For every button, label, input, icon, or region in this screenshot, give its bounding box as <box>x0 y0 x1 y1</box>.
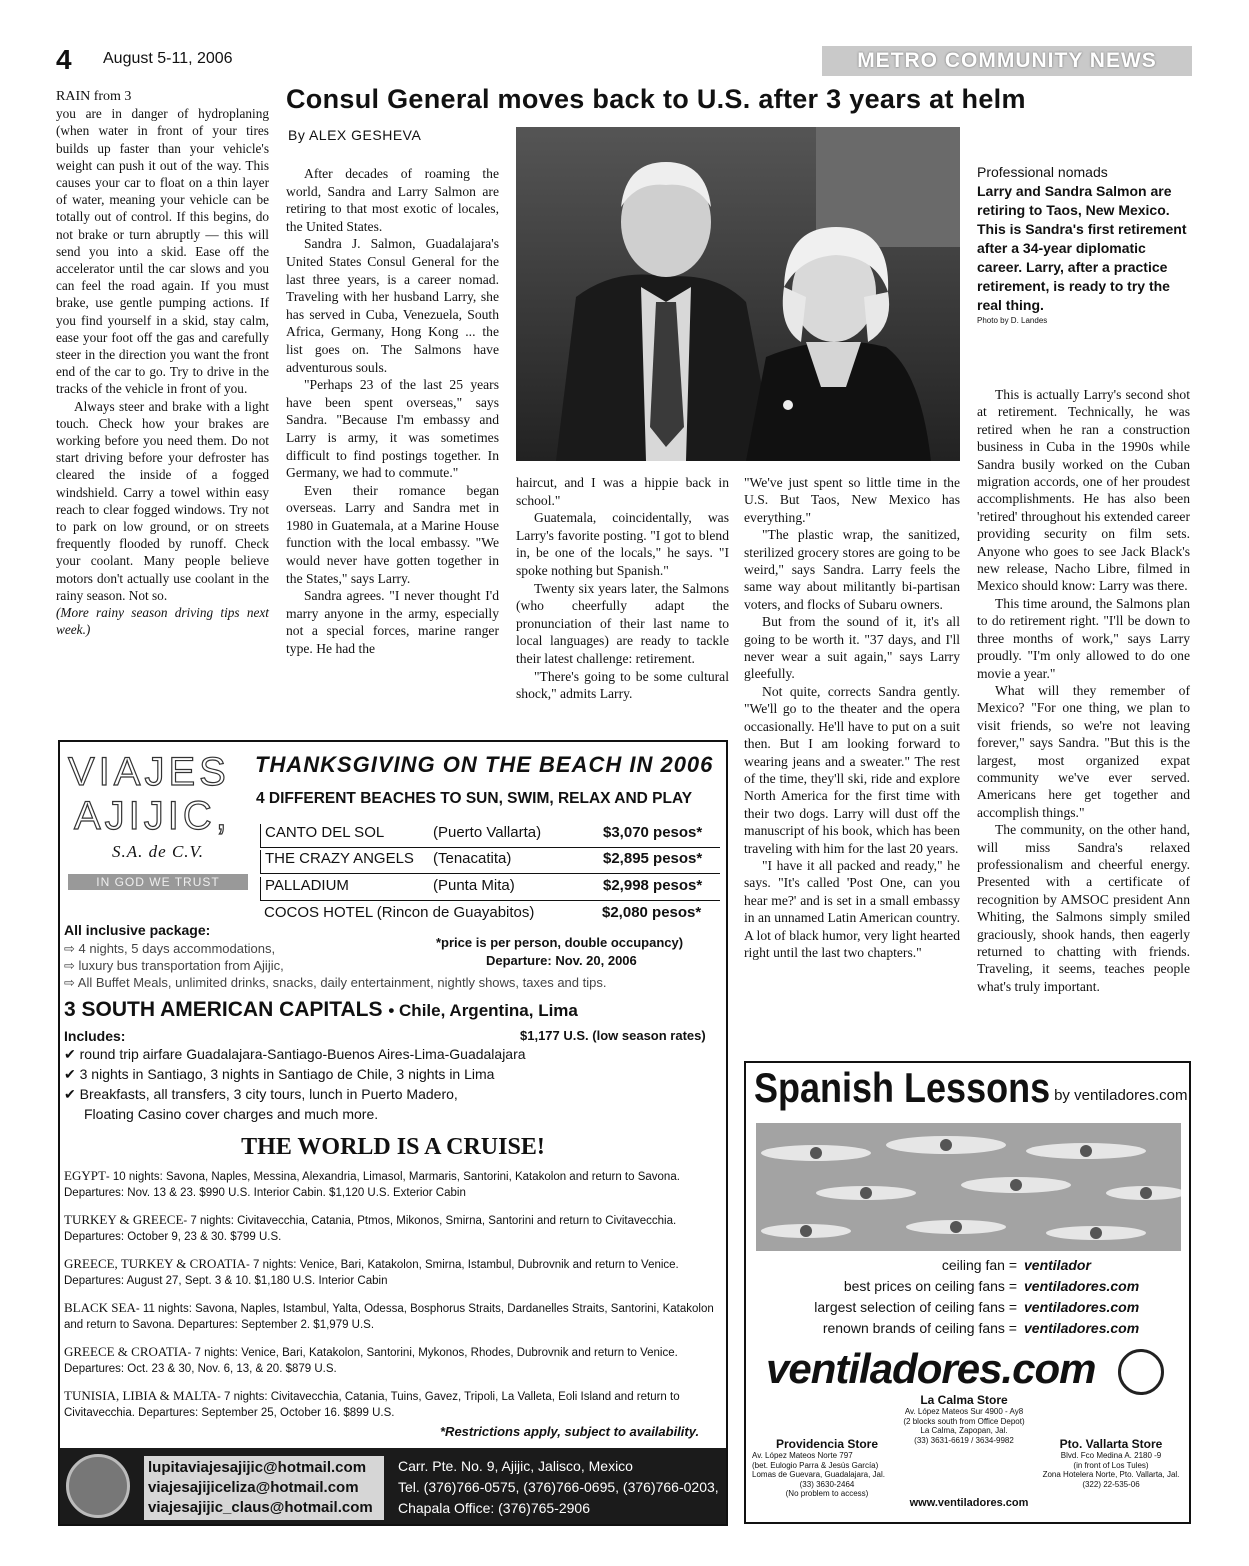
rain-paragraph: you are in danger of hydroplaning (when water in front of your tires builds up faster than your vehicle's weight can push it out of the way. This causes your car to float on a thin layer of water, meaning your vehicle can be totally out of control. If this begins, do not brake or turn abruptly — this will send you into a skid. Ease off the accelerator until the car slows and you can feel the road again. If you must brake, use gentle pumping actions. If you find yourself in a skid, stay calm, ease your foot off the gas and carefully steer in the direction you want the front end of the car to go. Try to drive in the tracks of the vehicle in front of you. <box>56 106 269 397</box>
vallarta-store <box>1036 1437 1186 1489</box>
fan-row <box>823 1320 1017 1336</box>
store-address: La Calma, Zapopan, Jal. <box>920 1426 1008 1435</box>
price-note: *price is per person, double occupancy) <box>436 935 684 950</box>
package-name: COCOS HOTEL (Rincon de Guayabitos) <box>264 904 535 921</box>
capitals-item: ✔ 3 nights in Santiago, 3 nights in Santiago de Chile, 3 nights in Lima <box>64 1066 495 1082</box>
package-name: CANTO DEL SOL <box>265 824 385 841</box>
fan-row-label: best prices on ceiling fans = <box>843 1278 1017 1294</box>
viajes-logo <box>68 750 248 890</box>
package-name: PALLADIUM <box>265 877 349 894</box>
fan-brand: ventiladores.com <box>1024 1320 1140 1336</box>
fan-row-brand <box>1024 1257 1091 1273</box>
publication-date: August 5-11, 2006 <box>103 50 233 67</box>
contact-bar <box>60 1448 726 1524</box>
package-row <box>260 904 720 928</box>
providencia-store <box>752 1437 902 1499</box>
fan-row-label: ceiling fan = <box>941 1257 1017 1273</box>
package-price: $2,080 pesos* <box>602 904 702 921</box>
vallarta-line: (in front of Los Tules) <box>1073 1460 1149 1470</box>
contact-address <box>398 1456 719 1519</box>
caption-body: Larry and Sandra Salmon are retiring to Taos, New Mexico. This is Sandra's first retirement after a 34-year diplomatic career. Larry, after a practice retirement, is ready to try the real thing. <box>977 183 1187 313</box>
couple-photo-graphic <box>516 127 960 461</box>
article-paragraph: Not quite, corrects Sandra gently. "We'll go to the theater and the opera occasionally. He'll have to put on a suit then. But I am looking forward to wearing jeans and a sweater." The rest of the time, they'll ski, ride and explore North America for the first time with their two dogs. Larry will dust off the manuscript of his book, which has been traveling with him for the last 20 years. <box>744 683 960 856</box>
chapala-office: Chapala Office: (376)765-2906 <box>398 1500 590 1516</box>
inclusive-item-text: All Buffet Meals, unlimited drinks, snacks, daily entertainment, nightly shows, taxes and tips. <box>77 975 607 990</box>
rain-kicker: RAIN from 3 <box>56 89 132 104</box>
article-paragraph: "I have it all packed and ready," he says. "It's called 'Post One, can you hear me?' and is set in a small embassy in an unnamed Latin American country. A lot of black humor, very light hearted right until the last two chapters." <box>744 857 960 960</box>
rain-column <box>56 88 269 639</box>
package-place: (Puerto Vallarta) <box>433 824 542 841</box>
cruise-item <box>64 1300 718 1333</box>
cruise-details: - 7 nights: Civitavecchia, Catania, Ptmos, Mikonos, Smirna, Santorini and return to Civitavecchia. Departures: October 9, 23 & 30. $799 U.S. <box>64 1215 677 1243</box>
article-paragraph: Guatemala, coincidentally, was Larry's favorite posting. "I got to blend in, be one of the locals," he says. "I spoke nothing but Spanish." <box>516 510 729 578</box>
street-address: Carr. Pte. No. 9, Ajijic, Jalisco, Mexico <box>398 1458 633 1474</box>
article-paragraph: After decades of roaming the world, Sandra and Larry Salmon are retiring to that most exotic of locales, the United States. <box>286 166 499 234</box>
cruise-destination: BLACK SEA <box>64 1300 136 1315</box>
article-paragraph: "Perhaps 23 of the last 25 years have been spent overseas," says Sandra. "Because I'm embassy and Larry is army, it was sometimes difficult to find postings together. In Germany, we had to commute." <box>286 377 499 481</box>
spanish-title <box>754 1063 1188 1111</box>
fan-row-label: largest selection of ceiling fans = <box>814 1299 1017 1315</box>
cruise-details: - 7 nights: Venice, Bari, Katakolon, Santorini, Mykonos, Rhodes, Dubrovnik and return to Venice. Departures: Oct. 23 & 30, Nov. 6, 13, & 20. $879 U.S. <box>64 1347 678 1375</box>
vallarta-title: Pto. Vallarta Store <box>1059 1437 1163 1451</box>
store-address: Av. López Mateos Sur 4900 - Ay8 <box>904 1407 1024 1416</box>
cruise-details: - 11 nights: Savona, Naples, Istambul, Yalta, Odessa, Bosphorus Straits, Dardanelles Straits, Santorini, Katakolon and return to Savona. Departures: September 2. $1,979 U.S. <box>64 1303 714 1331</box>
fan-row <box>942 1257 1017 1273</box>
cruise-destination: GREECE & CROATIA <box>64 1344 188 1359</box>
capitals-item-text: round trip airfare Guadalajara-Santiago-Buenos Aires-Lima-Guadalajara <box>79 1046 526 1062</box>
cruise-destination: GREECE, TURKEY & CROATIA <box>64 1256 246 1271</box>
ventiladores-logo: ventiladores.com <box>766 1345 1096 1392</box>
cruise-title: THE WORLD IS A CRUISE! <box>241 1134 545 1160</box>
cruise-destination: TURKEY & GREECE <box>64 1212 184 1227</box>
inclusive-item: ⇨ All Buffet Meals, unlimited drinks, snacks, daily entertainment, nightly shows, taxes and tips. <box>64 975 607 990</box>
article-paragraph: "We've just spent so little time in the U.S. But Taos, New Mexico has everything." <box>744 475 960 525</box>
cruise-item <box>64 1168 718 1201</box>
globe-icon <box>66 1454 130 1518</box>
includes-label: Includes: <box>64 1028 126 1044</box>
store-address: (2 blocks south from Office Depot) <box>903 1416 1025 1426</box>
logo-line-3: S.A. de C.V. <box>112 842 204 861</box>
capitals-price: $1,177 U.S. (low season rates) <box>520 1028 706 1043</box>
inclusive-item-text: 4 nights, 5 days accommodations, <box>78 941 276 956</box>
website-link[interactable]: www.ventiladores.com <box>909 1497 1029 1509</box>
fan-brand: ventiladores.com <box>1024 1278 1140 1294</box>
inclusive-title: All inclusive package: <box>64 922 211 938</box>
fan-logo-icon <box>1118 1349 1164 1395</box>
fan-row-brand <box>1024 1320 1139 1336</box>
cruise-item <box>64 1256 718 1289</box>
article-column-3 <box>744 474 960 961</box>
article-byline: By ALEX GESHEVA <box>288 127 422 143</box>
vallarta-line: Blvd. Fco Medina A. 2180 -9 <box>1060 1451 1162 1460</box>
capitals-title <box>64 998 578 1022</box>
inclusive-item: ⇨ luxury bus transportation from Ajijic, <box>64 958 284 973</box>
capitals-item-text: 3 nights in Santiago, 3 nights in Santiago de Chile, 3 nights in Lima <box>79 1066 495 1082</box>
fan-brand: ventiladores.com <box>1024 1299 1140 1315</box>
fan-brand: ventilador <box>1024 1257 1091 1273</box>
package-row <box>260 850 720 874</box>
article-paragraph: Sandra J. Salmon, Guadalajara's United States Consul General for the last three years, is a career nomad. Traveling with her husband Larry, she has served in Cuba, Venezuela, South Africa, Germany, Hong Kong ... the list goes on. The Salmons have adventurous souls. <box>286 236 499 375</box>
article-paragraph: But from the sound of it, it's all going to be worth it. "37 days, and I'll never wear a suit again," says Larry gleefully. <box>744 614 960 682</box>
article-paragraph: "The plastic wrap, the sanitized, sterilized grocery stores are going to be weird," says Sandra. Larry feels the same way about militantly bi-partisan voters, and flocks of Subaru owners. <box>744 527 960 612</box>
article-column-1 <box>286 165 499 658</box>
phone-numbers: Tel. (376)766-0575, (376)766-0695, (376)766-0203, <box>398 1479 719 1495</box>
providencia-line: (No problem to access) <box>785 1489 869 1498</box>
package-price: $3,070 pesos* <box>603 824 703 841</box>
package-price: $2,998 pesos* <box>603 877 703 894</box>
capitals-item-text: Floating Casino cover charges and much more. <box>84 1106 379 1122</box>
cruise-list <box>64 1168 718 1432</box>
providencia-line: Av. López Mateos Norte 797 <box>752 1451 853 1460</box>
cruise-destination: EGYPT <box>64 1168 106 1183</box>
article-paragraph: What will they remember of Mexico? "For one thing, we plan to visit friends, so we're not leaving forever," says Sandra. "But this is the largest, most organized expat community we've ever served. Americans here get together and accomplish things." <box>977 682 1190 820</box>
article-column-2 <box>516 474 729 703</box>
cruise-item <box>64 1388 718 1421</box>
providencia-line: (bet. Eulogio Parra & Jesús García) <box>752 1460 879 1470</box>
vallarta-line: (322) 22-535-06 <box>1082 1479 1140 1489</box>
cruise-item <box>64 1212 718 1245</box>
photo-credit: Photo by D. Landes <box>977 316 1048 325</box>
article-paragraph: "There's going to be some cultural shock," admits Larry. <box>516 668 729 702</box>
spanish-title-text: Spanish Lessons <box>754 1063 1051 1111</box>
article-headline: Consul General moves back to U.S. after 3 years at helm <box>286 84 1026 114</box>
package-place: (Punta Mita) <box>433 877 515 894</box>
logo-motto: IN GOD WE TRUST <box>68 874 248 890</box>
masthead: METRO COMMUNITY NEWS <box>822 46 1192 76</box>
article-paragraph: haircut, and I was a hippie back in school." <box>516 475 729 508</box>
article-paragraph: This is actually Larry's second shot at retirement. Technically, he was retired when he ran a construction business in Cuba in the 1990s while Sandra busily worked on the Cuban migration accords, one of her proudest accomplishments. He has also been 'retired' throughout his extended career providing security on film sets. Anyone who goes to see Jack Black's new release, Nacho Libre, filmed in Mexico should know: Larry was there. <box>977 387 1190 594</box>
thanksgiving-subtitle: 4 DIFFERENT BEACHES TO SUN, SWIM, RELAX AND PLAY <box>256 790 693 807</box>
article-column-4 <box>977 386 1190 995</box>
photo-caption <box>977 163 1187 327</box>
email-link[interactable]: viajesajijiceliza@hotmail.com <box>148 1479 359 1496</box>
logo-line-2: AJIJIC, <box>74 794 231 838</box>
inclusive-item-text: luxury bus transportation from Ajijic, <box>78 958 284 973</box>
capitals-subtitle: • Chile, Argentina, Lima <box>388 1001 578 1020</box>
email-link[interactable]: lupitaviajesajijic@hotmail.com <box>148 1459 367 1476</box>
thanksgiving-title: THANKSGIVING ON THE BEACH IN 2006 <box>255 752 714 777</box>
capitals-title-text: 3 SOUTH AMERICAN CAPITALS <box>64 998 383 1021</box>
cruise-details: - 10 nights: Savona, Naples, Messina, Alexandria, Limasol, Marmaris, Santorini, Katakolon and return to Savona. Departures: Nov. 13 & 23. $990 U.S. Interior Cabin. $1,120 U.S. Exterior Cabin <box>64 1171 680 1199</box>
providencia-title: Providencia Store <box>775 1437 879 1451</box>
package-price: $2,895 pesos* <box>603 850 703 867</box>
capitals-item: ✔ round trip airfare Guadalajara-Santiago-Buenos Aires-Lima-Guadalajara <box>64 1046 526 1062</box>
rain-more: (More rainy season driving tips next week.) <box>56 605 269 638</box>
cruise-details: - 7 nights: Civitavecchia, Catania, Tuins, Gavez, Tripoli, La Valleta, Eoli Island and return to Civitavecchia. Departures: September 25, October 16. $899 U.S. <box>64 1391 680 1419</box>
viajes-ajijic-ad <box>58 740 728 1526</box>
spanish-by: by ventiladores.com <box>1054 1087 1188 1104</box>
email-link[interactable]: viajesajijic_claus@hotmail.com <box>148 1499 373 1516</box>
providencia-line: Lomas de Guevara, Guadalajara, Jal. <box>752 1470 885 1479</box>
store-phone: (33) 3631-6619 / 3634-9982 <box>914 1435 1014 1445</box>
providencia-line: (33) 3630-2464 <box>799 1479 855 1489</box>
fan-row-brand <box>1024 1299 1139 1315</box>
cruise-details: - 7 nights: Venice, Bari, Katakolon, Smirna, Istambul, Dubrovnik and return to Venice. Departures: August 27, Sept. 3 & 10. $1,180 U.S. Interior Cabin <box>64 1259 679 1287</box>
restrictions-note: *Restrictions apply, subject to availability. <box>440 1424 700 1439</box>
package-place: (Tenacatita) <box>433 850 512 867</box>
vallarta-line: Zona Hotelera Norte, Pto. Vallarta, Jal. <box>1042 1470 1180 1479</box>
cruise-destination: TUNISIA, LIBIA & MALTA <box>64 1388 218 1403</box>
article-paragraph: The community, on the other hand, will miss Sandra's relaxed professionalism and cheerful energy. Presented with a certificate of recognition by AMSOC president Ann Whiting, the Salmons simply smiled graciously, shook hands, then eagerly returned to chatting with friends. Traveling, it seems, teaches people what's truly important. <box>977 822 1190 994</box>
departure-date: Departure: Nov. 20, 2006 <box>486 953 637 968</box>
fan-row-label: renown brands of ceiling fans = <box>822 1320 1017 1336</box>
caption-lead: Professional nomads <box>977 164 1108 180</box>
store-name: La Calma Store <box>920 1393 1008 1407</box>
page-number: 4 <box>56 44 72 75</box>
ceiling-fans-graphic <box>756 1123 1181 1251</box>
rain-paragraph: Always steer and brake with a light touch. Check how your brakes are working before you need them. Do not start driving before your defroster has cleared the inside of a fogged windshield. Carry a towel within easy reach to clear fogged windows. Try not to park on low ground, or on streets frequently flooded by runoff. Check your coolant. Many people believe motors don't actually use coolant in the rainy season. Not so. <box>56 398 269 603</box>
fan-row <box>814 1299 1017 1315</box>
package-name: THE CRAZY ANGELS <box>265 850 414 867</box>
article-paragraph: This time around, the Salmons plan to do retirement right. "I'll be down to three months of work," says Larry proudly. "I'm only allowed to do one movie a year." <box>977 595 1190 681</box>
capitals-item <box>84 1106 378 1122</box>
logo-line-1: VIAJES <box>68 750 230 794</box>
package-row <box>260 877 720 901</box>
fan-row-brand <box>1024 1278 1139 1294</box>
capitals-item: ✔ Breakfasts, all transfers, 3 city tours, lunch in Puerto Madero, <box>64 1086 458 1102</box>
ceiling-fans-photo <box>756 1123 1181 1251</box>
article-photo <box>516 127 960 461</box>
inclusive-item: ⇨ 4 nights, 5 days accommodations, <box>64 941 276 956</box>
article-paragraph: Sandra agrees. "I never thought I'd marry anyone in the army, especially not a special forces, marine ranger type. He had the <box>286 588 499 657</box>
capitals-item-text: Breakfasts, all transfers, 3 city tours, lunch in Puerto Madero, <box>79 1086 458 1102</box>
cruise-item <box>64 1344 718 1377</box>
package-row <box>260 824 720 848</box>
article-paragraph: Even their romance began overseas. Larry and Sandra met in 1980 in Guatemala, at a Marine House function with the local embassy. "We would never have gotten together in the States," says Larry. <box>286 482 499 586</box>
contact-emails <box>144 1456 384 1520</box>
spanish-lessons-ad <box>744 1061 1191 1524</box>
article-paragraph: Twenty six years later, the Salmons (who cheerfully adapt the pronunciation of their last name to local languages) are ready to tackle their latest challenge: retirement. <box>516 580 729 666</box>
fan-row <box>844 1278 1017 1294</box>
